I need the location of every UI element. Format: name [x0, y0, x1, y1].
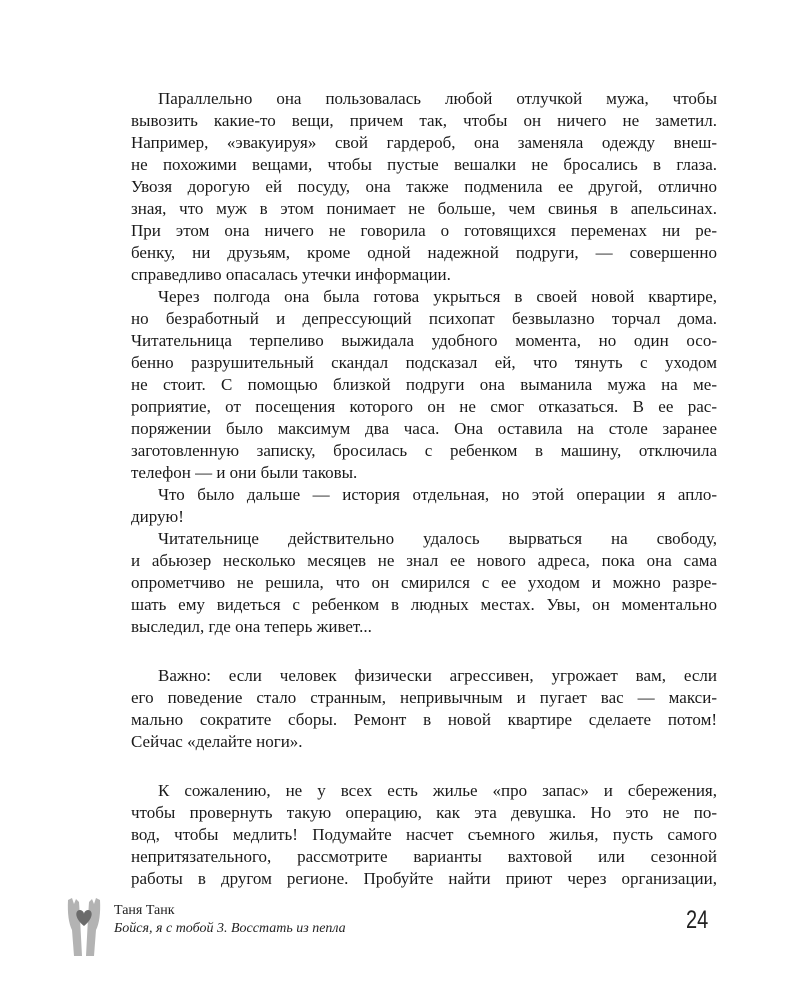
text-line: бенно разрушительный скандал подсказал ей, что тянуть с уходом [131, 353, 717, 372]
paragraph [131, 88, 717, 286]
text-line: зная, что муж в этом понимает не больше, чем свинья в апельсинах. [131, 199, 717, 218]
text-line: чтобы провернуть такую операцию, как эта девушка. Но это не по- [131, 803, 717, 822]
text-line: опрометчиво не решила, что он смирился с ее уходом и можно разре- [131, 573, 717, 592]
text-line: Важно: если человек физически агрессивен, угрожает вам, если [158, 666, 717, 685]
text-line: справедливо опасалась утечки информации. [131, 265, 451, 284]
paragraph [131, 484, 717, 528]
text-line: Сейчас «делайте ноги». [131, 732, 303, 751]
paragraph [131, 665, 717, 753]
paragraph-spacer [131, 638, 717, 665]
text-line: Что было дальше — история отдельная, но этой операции я апло- [158, 485, 717, 504]
text-line: При этом она ничего не говорила о готовящихся переменах ни ре- [131, 221, 717, 240]
text-line: телефон — и они были таковы. [131, 463, 358, 482]
text-line: и абьюзер несколько месяцев не знал ее нового адреса, пока она сама [131, 551, 717, 570]
footer-author: Таня Танк [114, 903, 175, 918]
text-line: роприятие, от посещения которого он не смог отказаться. В ее рас- [131, 397, 717, 416]
text-line: бенку, ни друзьям, кроме одной надежной подруги, — совершенно [131, 243, 717, 262]
hands-heart-icon [64, 896, 104, 956]
text-line: но безработный и депрессующий психопат безвылазно торчал дома. [131, 309, 717, 328]
text-line: Параллельно она пользовалась любой отлучкой мужа, чтобы [158, 89, 717, 108]
footer-book-title: Бойся, я с тобой 3. Восстать из пепла [114, 921, 346, 936]
paragraph [131, 528, 717, 638]
text-line: работы в другом регионе. Пробуйте найти приют через организации, [131, 869, 717, 888]
text-line: поряжении было максимум два часа. Она оставила на столе заранее [131, 419, 717, 438]
text-line: его поведение стало странным, непривычным и пугает вас — макси- [131, 688, 717, 707]
page-number: 24 [686, 906, 709, 934]
text-line: Читательнице действительно удалось вырваться на свободу, [158, 529, 717, 548]
text-line: мально сократите сборы. Ремонт в новой квартире сделаете потом! [131, 710, 717, 729]
text-line: дирую! [131, 507, 184, 526]
text-line: выследил, где она теперь живет... [131, 617, 372, 636]
text-line: заготовленную записку, бросилась с ребенком в машину, отключила [131, 441, 717, 460]
paragraph [131, 286, 717, 484]
text-line: Например, «эвакуируя» свой гардероб, она заменяла одежду внеш- [131, 133, 717, 152]
text-line: вывозить какие-то вещи, причем так, чтобы он ничего не заметил. [131, 111, 717, 130]
text-line: вод, чтобы медлить! Подумайте насчет съемного жилья, пусть самого [131, 825, 717, 844]
text-line: не похожими вещами, чтобы пустые вешалки не бросались в глаза. [131, 155, 717, 174]
text-line: К сожалению, не у всех есть жилье «про запас» и сбережения, [158, 781, 717, 800]
text-line: Читательница терпеливо выжидала удобного момента, но один осо- [131, 331, 717, 350]
text-line: Через полгода она была готова укрыться в своей новой квартире, [158, 287, 717, 306]
text-line: не стоит. С помощью близкой подруги она выманила мужа на ме- [131, 375, 717, 394]
paragraph [131, 780, 717, 890]
paragraph-spacer [131, 753, 717, 780]
text-line: Увозя дорогую ей посуду, она также подменила ее другой, отлично [131, 177, 717, 196]
text-line: непритязательного, рассмотрите варианты вахтовой или сезонной [131, 847, 717, 866]
text-line: шать ему видеться с ребенком в людных местах. Увы, он моментально [131, 595, 717, 614]
body-text [131, 88, 717, 890]
